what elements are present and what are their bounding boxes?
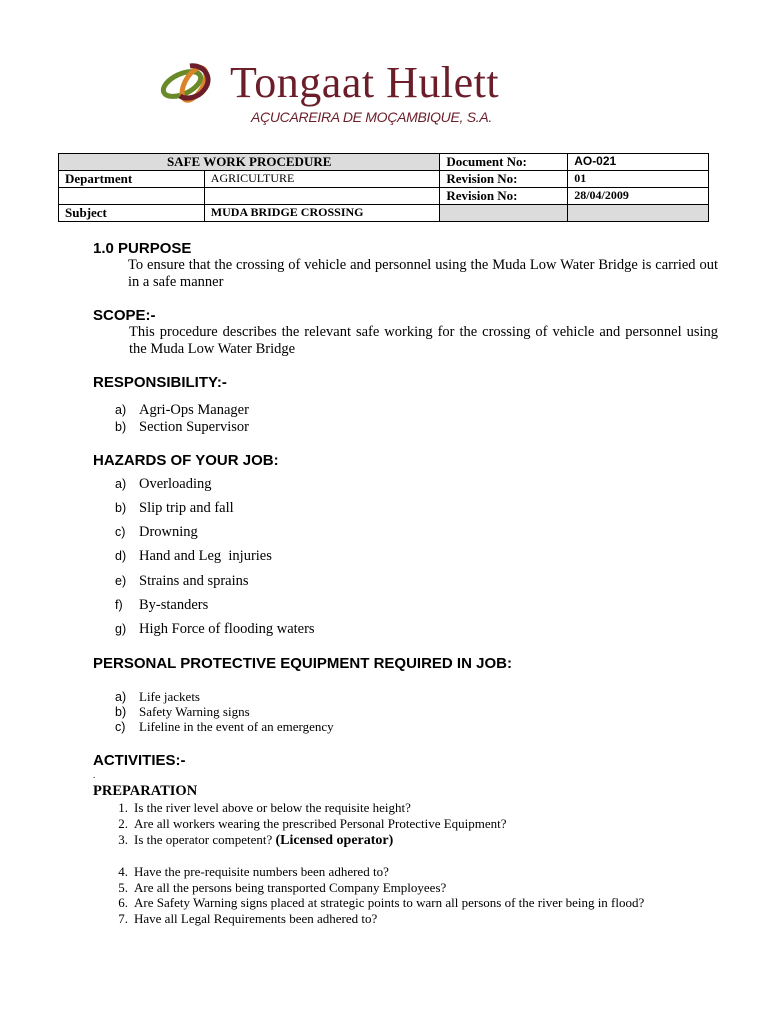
subject-value: MUDA BRIDGE CROSSING bbox=[204, 205, 440, 222]
item-number: 2. bbox=[118, 816, 128, 831]
list-marker: c) bbox=[115, 720, 126, 734]
procedure-title: SAFE WORK PROCEDURE bbox=[59, 154, 440, 171]
list-marker: b) bbox=[115, 705, 127, 719]
subject-label: Subject bbox=[59, 205, 205, 222]
list-item-text: Section Supervisor bbox=[139, 419, 249, 435]
hazard-item bbox=[115, 573, 249, 590]
preparation-item bbox=[104, 832, 393, 849]
list-marker: f) bbox=[115, 598, 123, 612]
list-marker: a) bbox=[115, 403, 127, 417]
preparation-item bbox=[104, 895, 644, 911]
item-number: 3. bbox=[118, 832, 128, 847]
list-marker: a) bbox=[115, 690, 127, 704]
item-text: Is the river level above or below the requisite height? bbox=[134, 800, 411, 815]
document-no-value: AO-021 bbox=[568, 154, 709, 171]
item-text: Are all workers wearing the prescribed Personal Protective Equipment? bbox=[134, 816, 507, 831]
item-number: 7. bbox=[118, 911, 128, 926]
list-item-text: Safety Warning signs bbox=[139, 704, 250, 719]
company-logo-mark bbox=[160, 60, 218, 108]
item-number: 4. bbox=[118, 864, 128, 879]
company-subtitle: AÇUCAREIRA DE MOÇAMBIQUE, S.A. bbox=[251, 109, 492, 125]
preparation-heading: PREPARATION bbox=[93, 783, 198, 799]
hazard-item bbox=[115, 548, 272, 565]
item-emphasis: (Licensed operator) bbox=[275, 833, 394, 848]
item-number: 1. bbox=[118, 800, 128, 815]
list-item-text: Slip trip and fall bbox=[139, 500, 234, 516]
company-name: Tongaat Hulett bbox=[230, 58, 500, 107]
empty-cell bbox=[568, 205, 709, 222]
list-marker: d) bbox=[115, 549, 127, 563]
preparation-item bbox=[104, 880, 446, 896]
ppe-item bbox=[115, 719, 334, 735]
stray-dot: . bbox=[93, 770, 96, 780]
item-text: Are Safety Warning signs placed at strategic points to warn all persons of the river being in flood? bbox=[134, 895, 645, 910]
list-item-text: Lifeline in the event of an emergency bbox=[139, 719, 334, 734]
ppe-item bbox=[115, 704, 250, 720]
list-item-text: Life jackets bbox=[139, 689, 200, 704]
hazard-item bbox=[115, 597, 208, 614]
list-marker: a) bbox=[115, 477, 127, 491]
item-number: 6. bbox=[118, 895, 128, 910]
responsibility-heading: RESPONSIBILITY:- bbox=[93, 374, 227, 391]
revision-no-label-1: Revision No: bbox=[440, 171, 568, 188]
empty-cell bbox=[204, 188, 440, 205]
item-text: Is the operator competent? bbox=[134, 832, 273, 847]
empty-cell bbox=[59, 188, 205, 205]
list-marker: b) bbox=[115, 420, 127, 434]
responsibility-item bbox=[115, 419, 249, 436]
item-text: Have all Legal Requirements been adhered to? bbox=[134, 911, 378, 926]
list-item-text: By-standers bbox=[139, 597, 209, 613]
list-item-text: Strains and sprains bbox=[139, 573, 249, 589]
scope-heading: SCOPE:- bbox=[93, 307, 156, 324]
list-item-text: Drowning bbox=[139, 524, 198, 540]
item-text: Have the pre-requisite numbers been adhered to? bbox=[134, 864, 389, 879]
hazard-item bbox=[115, 621, 315, 638]
list-marker: e) bbox=[115, 574, 127, 588]
hazard-item bbox=[115, 500, 234, 517]
preparation-item bbox=[104, 800, 411, 816]
preparation-item bbox=[104, 864, 389, 880]
ppe-heading: PERSONAL PROTECTIVE EQUIPMENT REQUIRED IN JOB: bbox=[93, 655, 512, 672]
list-item-text: Hand and Leg injuries bbox=[139, 548, 272, 564]
document-header-table bbox=[58, 153, 709, 222]
list-item-text: Agri-Ops Manager bbox=[139, 402, 249, 418]
revision-no-value-2: 28/04/2009 bbox=[568, 188, 709, 205]
purpose-text: To ensure that the crossing of vehicle and personnel using the Muda Low Water Bridge is carried out in a safe manner bbox=[128, 257, 718, 290]
list-item-text: High Force of flooding waters bbox=[139, 621, 315, 637]
document-no-label: Document No: bbox=[440, 154, 568, 171]
list-item-text: Overloading bbox=[139, 476, 212, 492]
activities-heading: ACTIVITIES:- bbox=[93, 752, 186, 769]
responsibility-item bbox=[115, 402, 249, 419]
hazard-item bbox=[115, 476, 211, 493]
department-value: AGRICULTURE bbox=[204, 171, 440, 188]
hazards-heading: HAZARDS OF YOUR JOB: bbox=[93, 452, 279, 469]
list-marker: b) bbox=[115, 501, 127, 515]
empty-cell bbox=[440, 205, 568, 222]
item-number: 5. bbox=[118, 880, 128, 895]
list-marker: c) bbox=[115, 525, 126, 539]
purpose-heading: 1.0 PURPOSE bbox=[93, 240, 192, 257]
department-label: Department bbox=[59, 171, 205, 188]
revision-no-value-1: 01 bbox=[568, 171, 709, 188]
revision-no-label-2: Revision No: bbox=[440, 188, 568, 205]
hazard-item bbox=[115, 524, 198, 541]
list-marker: g) bbox=[115, 622, 127, 636]
scope-text: This procedure describes the relevant safe working for the crossing of vehicle and personnel using the Muda Low Water Bridge bbox=[129, 324, 718, 357]
ppe-item bbox=[115, 689, 200, 705]
item-text: Are all the persons being transported Company Employees? bbox=[134, 880, 447, 895]
preparation-item bbox=[104, 911, 377, 927]
preparation-item bbox=[104, 816, 507, 832]
